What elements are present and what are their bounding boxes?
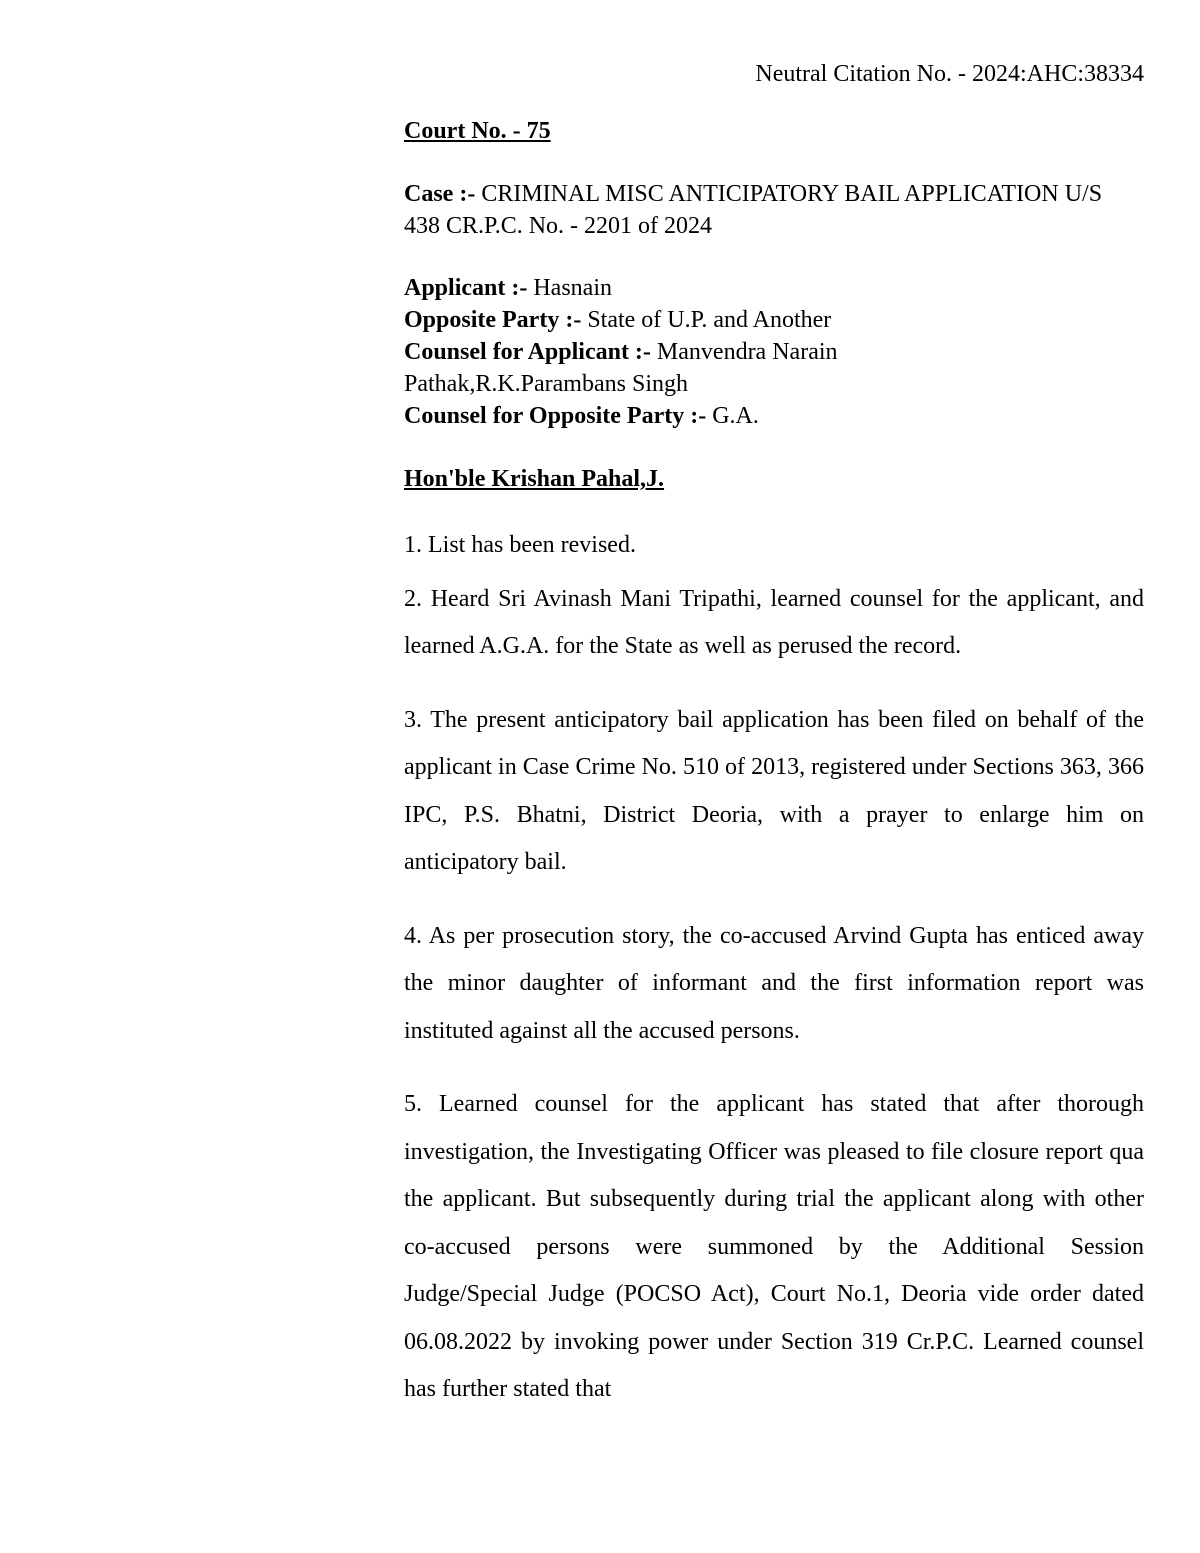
counsel-applicant-label: Counsel for Applicant :- [404,339,651,365]
judge-name: Hon'ble Krishan Pahal,J. [404,466,665,492]
counsel-applicant-name: Manvendra Narain Pathak,R.K.Parambans Singh [404,339,838,397]
paragraph-1: 1. List has been revised. [404,532,636,558]
parties-block [404,272,1144,432]
opposite-party-label: Opposite Party :- [404,307,582,333]
counsel-opposite-label: Counsel for Opposite Party :- [404,403,707,429]
paragraph-5: 5. Learned counsel for the applicant has stated that after thorough investigation, the Investigating Officer was pleased to file closure report qua the applicant. But subsequently during trial the applicant along with other co-accused persons were summoned by the Additional Session Judge/Special Judge (POCSO Act), Court No.1, Deoria vide order dated 06.08.2022 by invoking power under Section 319 Cr.P.C. Learned counsel has further stated that [404,1091,1144,1402]
case-details [404,178,1144,242]
court-number: Court No. - 75 [404,118,551,144]
counsel-applicant-line [404,336,904,400]
applicant-label: Applicant :- [404,275,528,301]
paragraph-4: 4. As per prosecution story, the co-accused Arvind Gupta has enticed away the minor daughter of informant and the first information report was instituted against all the accused persons. [404,922,1144,1044]
opposite-party-name: State of U.P. and Another [587,307,832,333]
applicant-name: Hasnain [533,275,612,301]
counsel-opposite-name: G.A. [712,403,759,429]
opposite-party-line [404,304,1144,336]
applicant-line [404,272,1144,304]
neutral-citation: Neutral Citation No. - 2024:AHC:38334 [755,61,1144,87]
paragraph-3: 3. The present anticipatory bail application has been filed on behalf of the applicant in Case Crime No. 510 of 2013, registered under Sections 363, 366 IPC, P.S. Bhatni, District Deoria, with a prayer to enlarge him on anticipatory bail. [404,706,1144,875]
case-text: CRIMINAL MISC ANTICIPATORY BAIL APPLICATION U/S 438 CR.P.C. No. - 2201 of 2024 [404,181,1103,239]
case-label: Case :- [404,181,476,207]
judgment-body [404,115,1144,1414]
paragraph-2: 2. Heard Sri Avinash Mani Tripathi, learned counsel for the applicant, and learned A.G.A. for the State as well as perused the record. [404,585,1144,659]
counsel-opposite-line [404,400,1144,432]
